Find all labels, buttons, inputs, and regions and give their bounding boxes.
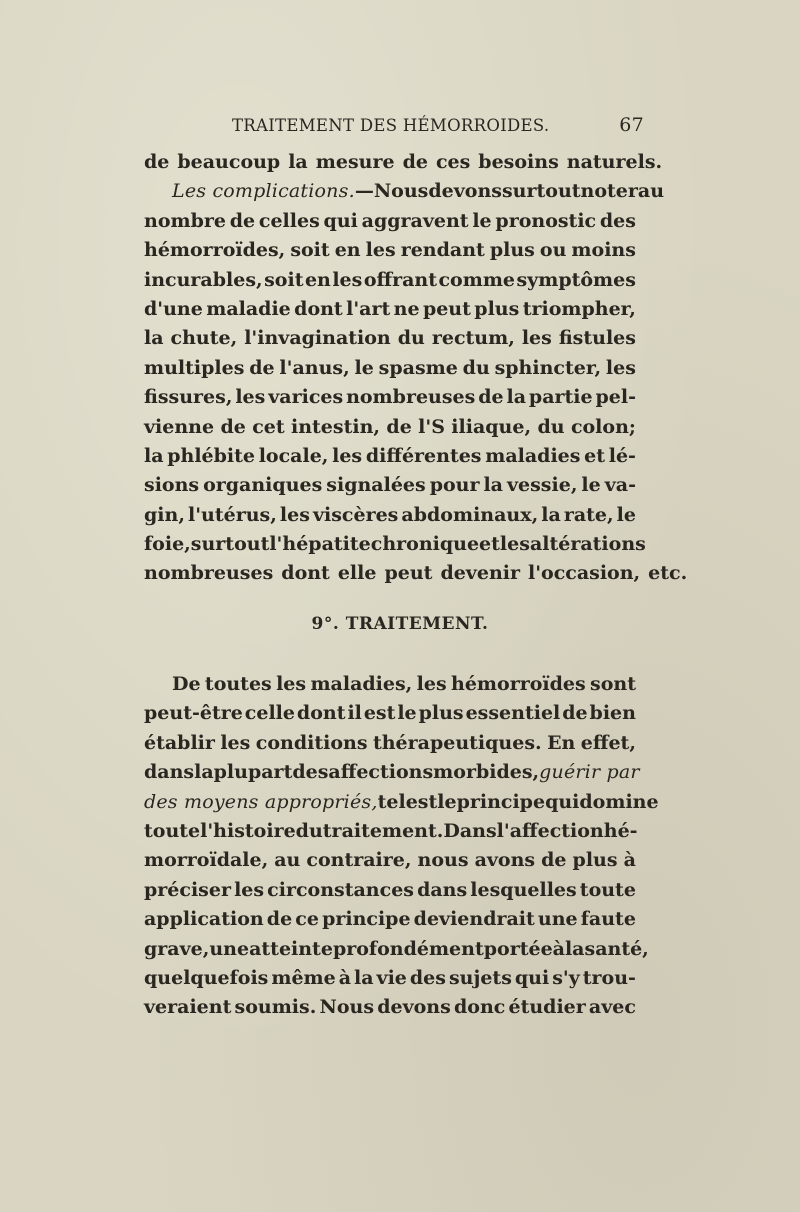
- word: établir: [144, 731, 215, 754]
- word: soumis.: [234, 996, 317, 1019]
- word: noter: [580, 180, 638, 203]
- word: morbides,: [433, 761, 540, 784]
- word: plus: [489, 239, 535, 262]
- word: gin,: [144, 503, 185, 526]
- word: abdominaux,: [401, 503, 539, 526]
- word: de: [144, 151, 170, 173]
- word: les: [416, 673, 447, 695]
- word: plus: [418, 702, 464, 725]
- word: préciser: [144, 878, 231, 901]
- word: —Nous: [354, 180, 429, 203]
- word: chute,: [170, 327, 238, 350]
- word: la: [194, 761, 214, 784]
- word: le: [581, 474, 601, 497]
- word: une: [537, 908, 578, 931]
- word: toute: [579, 878, 636, 901]
- word: moins: [571, 239, 636, 262]
- word: la: [564, 937, 585, 960]
- paragraph-treatment: [144, 670, 659, 1023]
- word: iliaque,: [451, 415, 532, 438]
- section-heading: 9°. TRAITEMENT.: [311, 614, 489, 634]
- word: de: [229, 209, 256, 232]
- word: maladie: [206, 297, 291, 320]
- text-line: [144, 354, 636, 383]
- word: de: [402, 151, 428, 173]
- word: ou: [539, 239, 567, 262]
- word: dont: [296, 702, 346, 725]
- word: en: [304, 268, 331, 291]
- word: les: [605, 356, 636, 379]
- word: nous: [417, 849, 469, 872]
- word: du: [537, 415, 565, 438]
- word: devons: [428, 180, 502, 203]
- text-line: [144, 236, 636, 265]
- word: la: [144, 327, 164, 350]
- word: avons: [474, 849, 536, 872]
- word: circonstances: [267, 878, 414, 901]
- word: devons: [377, 996, 451, 1019]
- word: bien: [589, 702, 636, 725]
- word: les: [279, 503, 310, 526]
- word: peut: [422, 297, 471, 320]
- word: la: [354, 966, 374, 989]
- word: elle: [337, 562, 377, 585]
- word: les: [276, 673, 307, 695]
- word: nombreuses: [144, 562, 274, 585]
- word: offrant: [363, 268, 437, 291]
- word: sont: [590, 673, 636, 695]
- text-line: [144, 295, 636, 324]
- word: de: [220, 415, 246, 438]
- word: et: [584, 444, 606, 467]
- word: colon;: [570, 415, 636, 438]
- word: dans: [144, 761, 195, 784]
- word: il: [347, 702, 362, 725]
- word: chronique: [370, 533, 480, 556]
- text-line: [144, 383, 636, 412]
- word: peut: [384, 562, 433, 585]
- word: le: [354, 356, 374, 379]
- word: intestin,: [291, 415, 381, 438]
- word: soit: [264, 268, 304, 291]
- word: affections: [328, 761, 434, 784]
- word: domine: [579, 790, 659, 813]
- word: essentiel: [465, 702, 561, 725]
- word: vessie,: [506, 474, 578, 497]
- word: le: [437, 790, 457, 813]
- word: rate,: [563, 503, 614, 526]
- word: qui: [545, 790, 580, 813]
- text-line: [144, 148, 663, 177]
- word: de: [386, 415, 412, 438]
- word: pel-: [595, 386, 636, 409]
- paragraph-complications: [144, 148, 688, 589]
- word: triompher,: [522, 297, 636, 320]
- word: faute: [580, 908, 636, 931]
- italic-phrase: des moyens appropriés,: [144, 790, 378, 813]
- word: l'anus,: [279, 356, 350, 379]
- word: l'utérus,: [187, 503, 277, 526]
- word: principe: [456, 790, 546, 813]
- word: conditions: [255, 731, 368, 754]
- word: symptômes: [516, 268, 636, 291]
- word: la: [144, 444, 164, 467]
- word: l'histoire: [200, 819, 296, 842]
- word: nombreuses: [346, 386, 476, 409]
- word: la: [541, 503, 561, 526]
- word: les: [365, 239, 396, 262]
- word: hémorroïdes: [451, 673, 586, 695]
- word: fistules: [558, 327, 636, 350]
- word: naturels.: [566, 151, 663, 173]
- word: plus: [572, 849, 618, 872]
- word: cet: [252, 415, 285, 438]
- text-line: [144, 964, 636, 993]
- word: veraient: [144, 996, 232, 1019]
- word: les: [220, 731, 251, 754]
- italic-phrase: guérir par: [539, 761, 640, 784]
- text-line: [144, 530, 646, 559]
- word: atteinte: [249, 937, 333, 960]
- text-line: [144, 846, 636, 875]
- word: beaucoup: [177, 151, 281, 173]
- word: au: [637, 180, 665, 203]
- word: des: [409, 966, 446, 989]
- word: foie,: [144, 533, 191, 556]
- word: maladies,: [310, 673, 413, 695]
- word: les: [332, 268, 363, 291]
- text-line: [144, 993, 636, 1022]
- word: En: [547, 731, 576, 754]
- page-number: 67: [619, 114, 644, 136]
- word: le: [397, 702, 417, 725]
- word: santé,: [584, 937, 649, 960]
- word: varices: [268, 386, 344, 409]
- word: principe: [322, 908, 411, 931]
- text-line: [144, 729, 636, 758]
- word: ne: [393, 297, 420, 320]
- word: nombre: [144, 209, 226, 232]
- word: de: [266, 908, 293, 931]
- word: soit: [290, 239, 330, 262]
- word: les: [332, 444, 363, 467]
- word: devenir: [440, 562, 520, 585]
- word: mesure: [315, 151, 395, 173]
- word: plupart: [213, 761, 293, 784]
- text-line: [144, 935, 649, 964]
- text-line: [144, 324, 636, 353]
- word: trou-: [582, 966, 636, 989]
- word: qui: [323, 209, 358, 232]
- word: les: [499, 533, 530, 556]
- word: multiples: [144, 356, 245, 379]
- word: à: [552, 937, 565, 960]
- word: surtout: [190, 533, 270, 556]
- word: dont: [294, 297, 343, 320]
- text-line: [144, 266, 636, 295]
- word: contraire,: [306, 849, 412, 872]
- word: la: [288, 151, 308, 173]
- text-line: [144, 788, 659, 817]
- word: d'une: [144, 297, 203, 320]
- word: traitement.: [322, 819, 444, 842]
- word: l'S: [418, 415, 445, 438]
- word: viscères: [312, 503, 399, 526]
- word: de: [478, 386, 504, 409]
- text-line: [144, 442, 636, 471]
- word: surtout: [501, 180, 581, 203]
- word: étudier: [508, 996, 586, 1019]
- word: dans: [417, 878, 468, 901]
- text-line: [144, 905, 636, 934]
- word: portée: [483, 937, 553, 960]
- word: Nous: [319, 996, 375, 1019]
- word: au: [274, 849, 301, 872]
- text-line: [144, 559, 688, 588]
- word: l'invagination: [244, 327, 391, 350]
- word: Dans: [443, 819, 497, 842]
- word: tel: [377, 790, 406, 813]
- word: quelquefois: [144, 966, 269, 989]
- word: vie: [376, 966, 407, 989]
- word: besoins: [478, 151, 559, 173]
- word: thérapeutiques.: [372, 731, 542, 754]
- word: le: [616, 503, 636, 526]
- word: du: [462, 356, 490, 379]
- word: la: [483, 474, 503, 497]
- word: dont: [281, 562, 330, 585]
- word: grave,: [144, 937, 210, 960]
- word: le: [472, 209, 492, 232]
- word: sphincter,: [494, 356, 602, 379]
- word: deviendrait: [413, 908, 535, 931]
- text-line: [144, 876, 636, 905]
- word: hé-: [603, 819, 638, 842]
- word: donc: [453, 996, 506, 1019]
- word: l'art: [346, 297, 391, 320]
- word: avec: [588, 996, 636, 1019]
- word: De: [172, 673, 201, 695]
- word: morroïdale,: [144, 849, 269, 872]
- word: toutes: [204, 673, 272, 695]
- word: phlébite: [167, 444, 256, 467]
- word: toute: [144, 819, 201, 842]
- word: pronostic: [495, 209, 597, 232]
- word: incurables,: [144, 268, 263, 291]
- word: organiques: [203, 474, 323, 497]
- word: rectum,: [431, 327, 515, 350]
- word: comme: [438, 268, 516, 291]
- text-line: [144, 758, 640, 787]
- word: de: [249, 356, 275, 379]
- word: une: [209, 937, 250, 960]
- word: sions: [144, 474, 200, 497]
- word: s'y: [552, 966, 580, 989]
- word: profondément: [332, 937, 484, 960]
- word: hémorroïdes,: [144, 239, 286, 262]
- word: même: [271, 966, 336, 989]
- word: pour: [429, 474, 480, 497]
- text-line: [144, 699, 636, 728]
- word: peut-être: [144, 702, 243, 725]
- word: du: [295, 819, 323, 842]
- page-header: [232, 112, 644, 138]
- word: différentes: [365, 444, 482, 467]
- word: spasme: [378, 356, 458, 379]
- word: maladies: [485, 444, 581, 467]
- word: vienne: [144, 415, 215, 438]
- text-line: [144, 413, 636, 442]
- word: plus: [474, 297, 520, 320]
- word: fissures,: [144, 386, 233, 409]
- word: effet,: [580, 731, 636, 754]
- word: les: [235, 386, 266, 409]
- running-title: TRAITEMENT DES HÉMORROIDES.: [232, 116, 550, 135]
- word: de: [541, 849, 567, 872]
- word: etc.: [648, 562, 688, 585]
- word: et: [479, 533, 500, 556]
- word: ces: [435, 151, 471, 173]
- text-line: [144, 817, 636, 846]
- word: les: [521, 327, 552, 350]
- word: rendant: [400, 239, 485, 262]
- word: partie: [528, 386, 593, 409]
- word: lesquelles: [470, 878, 577, 901]
- word: va-: [604, 474, 636, 497]
- word: celles: [258, 209, 320, 232]
- word: du: [397, 327, 425, 350]
- word: sujets: [448, 966, 512, 989]
- word: signalées: [326, 474, 426, 497]
- word: qui: [514, 966, 550, 989]
- text-line: [144, 177, 665, 206]
- word: à: [623, 849, 636, 872]
- word: l'occasion,: [527, 562, 641, 585]
- word: est: [405, 790, 438, 813]
- word: des: [599, 209, 636, 232]
- word: application: [144, 908, 264, 931]
- word: ce: [295, 908, 319, 931]
- italic-phrase: Les complications.: [172, 180, 355, 203]
- word: altérations: [529, 533, 646, 556]
- text-line: [144, 207, 636, 236]
- word: aggravent: [361, 209, 469, 232]
- text-line: [144, 670, 636, 699]
- word: de: [562, 702, 588, 725]
- word: en: [334, 239, 361, 262]
- word: locale,: [258, 444, 329, 467]
- word: celle: [244, 702, 295, 725]
- word: l'affection: [496, 819, 604, 842]
- word: la: [506, 386, 527, 409]
- word: les: [234, 878, 265, 901]
- word: l'hépatite: [269, 533, 371, 556]
- text-line: [144, 501, 636, 530]
- text-line: [144, 471, 636, 500]
- word: des: [292, 761, 329, 784]
- word: lé-: [608, 444, 636, 467]
- word: à: [338, 966, 352, 989]
- word: est: [363, 702, 396, 725]
